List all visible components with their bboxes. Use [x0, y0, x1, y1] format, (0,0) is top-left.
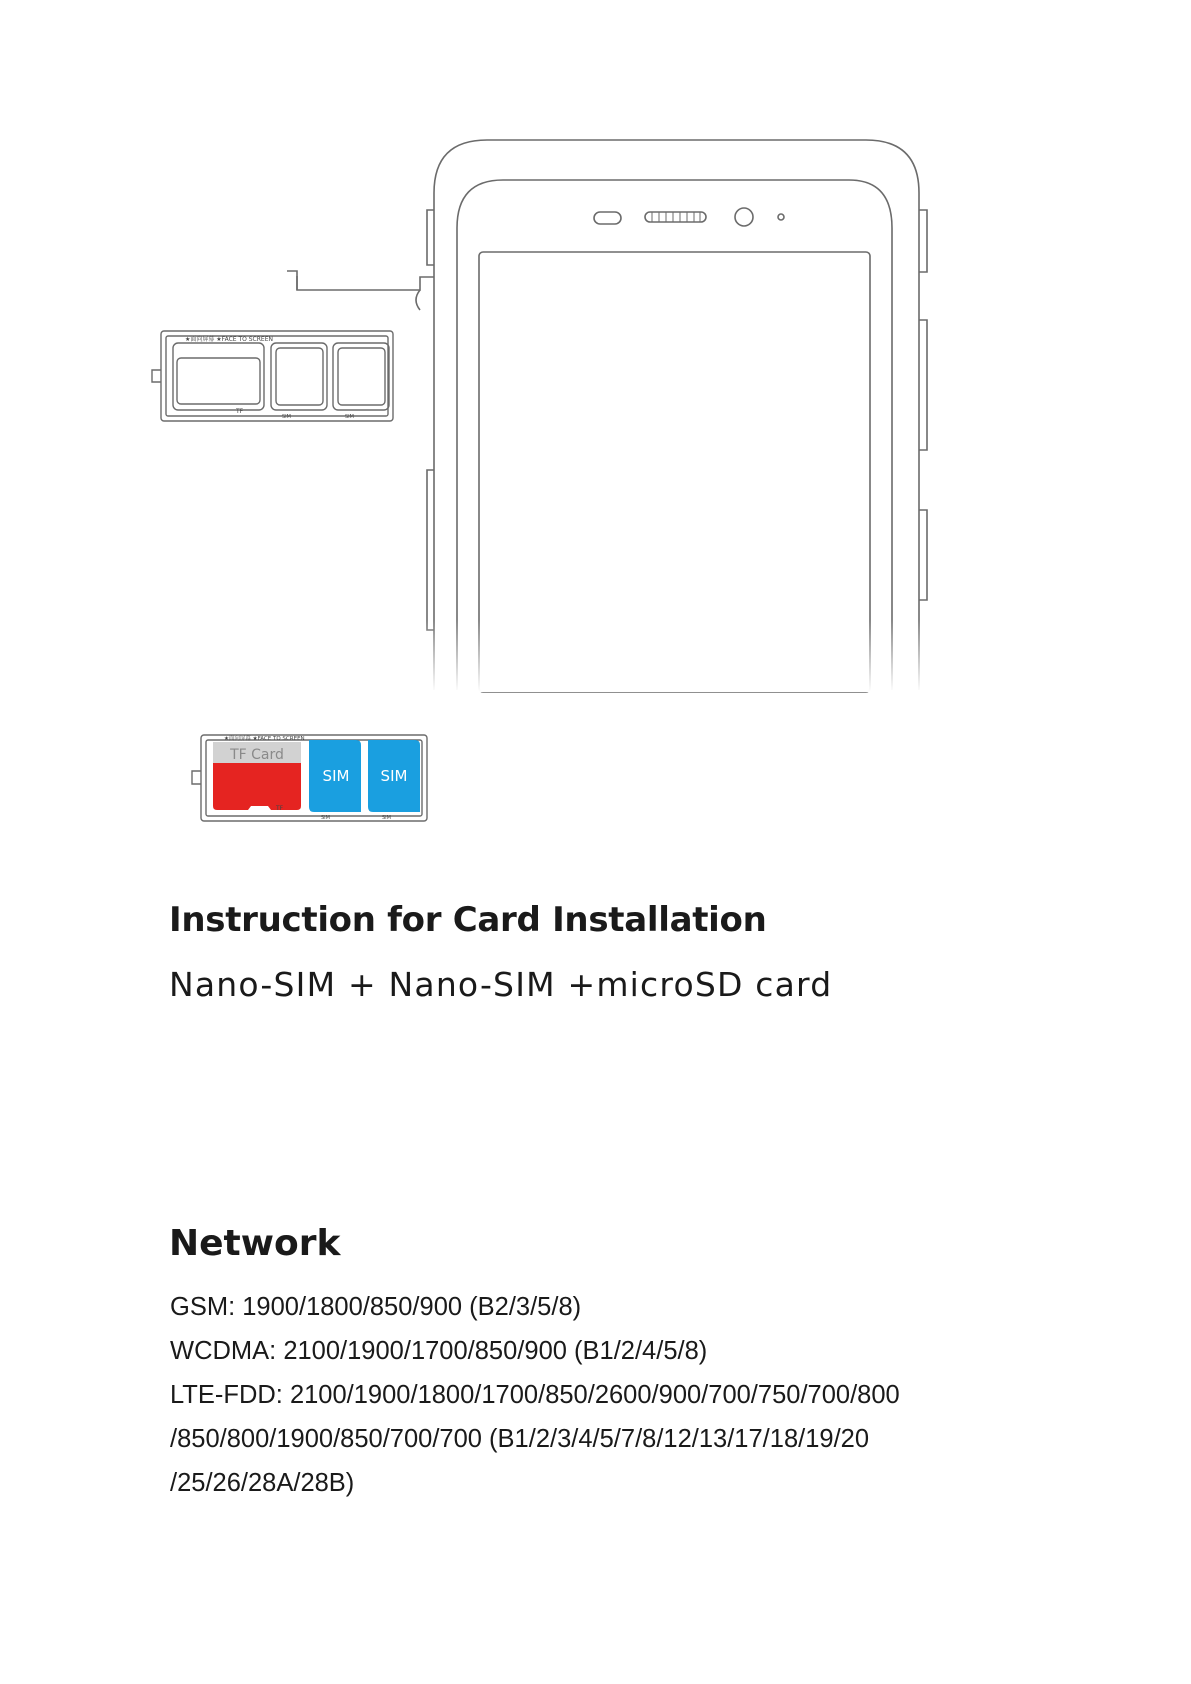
- card-installation-title: Instruction for Card Installation: [169, 900, 767, 940]
- tf-slot-mark: TF: [276, 805, 284, 812]
- face-to-screen-label: ★面向屏幕 ★FACE TO SCREEN: [185, 336, 273, 343]
- sim-slot-mark: SIM: [282, 414, 291, 420]
- network-line-lte-fdd-cont-2: /25/26/28A/28B): [170, 1469, 355, 1497]
- sim2-slot-mark: SIM: [382, 815, 391, 821]
- network-line-lte-fdd-cont-1: /850/800/1900/850/700/700 (B1/2/3/4/5/7/8/12/13/17/18/19/20: [170, 1425, 870, 1453]
- tf-card-label: TF Card: [230, 747, 284, 763]
- sim-card-2-label: SIM: [380, 767, 408, 785]
- speaker-grille-icon: [645, 212, 706, 222]
- sim-tray-filled: [192, 734, 427, 821]
- sim-card-1: [309, 740, 361, 812]
- network-line-gsm: GSM: 1900/1800/850/900 (B2/3/5/8): [170, 1293, 582, 1321]
- sim-card-2: [368, 740, 420, 812]
- face-to-screen-label: ★面向屏幕 ★FACE TO SCREEN: [224, 736, 305, 742]
- sensor-icon: [778, 214, 784, 220]
- card-installation-subtitle: Nano-SIM + Nano-SIM +microSD card: [169, 965, 833, 1004]
- network-line-wcdma: WCDMA: 2100/1900/1700/850/900 (B1/2/4/5/8): [170, 1337, 708, 1365]
- sim-card-1-label: SIM: [322, 767, 350, 785]
- sim-tray-empty: [152, 331, 393, 421]
- earpiece-icon: [594, 212, 621, 224]
- tf-card: [213, 742, 301, 810]
- tf-slot-mark: TF: [236, 408, 244, 415]
- front-camera-icon: [735, 208, 753, 226]
- network-band-list: [170, 1285, 900, 1505]
- sim2-slot-mark: SIM: [345, 414, 354, 420]
- network-line-lte-fdd: LTE-FDD: 2100/1900/1800/1700/850/2600/900/700/750/700/800: [170, 1381, 900, 1409]
- sim-slot-mark: SIM: [321, 815, 330, 821]
- network-title: Network: [169, 1223, 341, 1264]
